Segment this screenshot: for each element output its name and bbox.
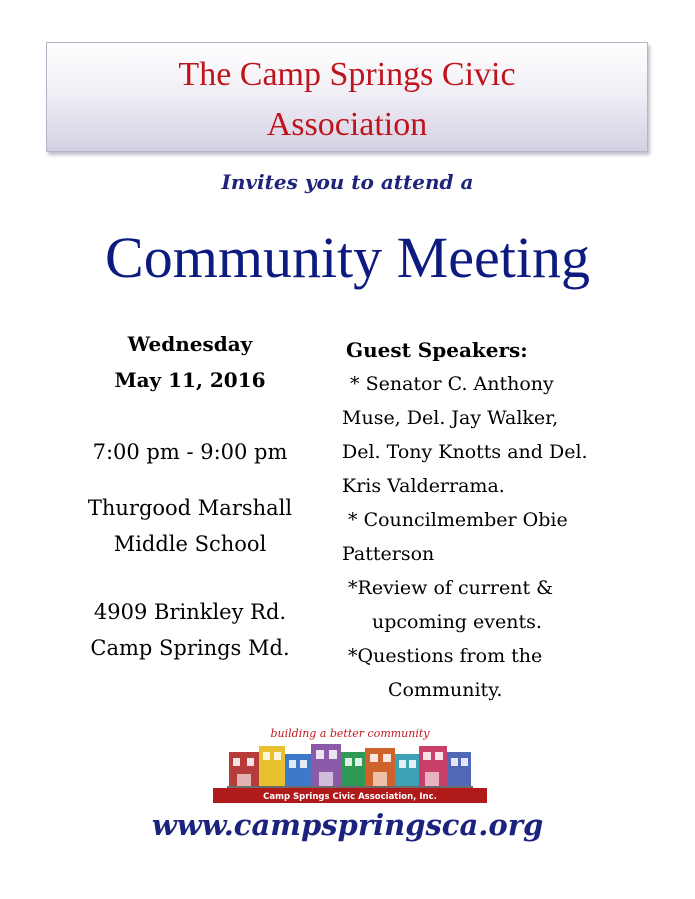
event-date: May 11, 2016: [114, 368, 266, 392]
speaker-line: Patterson: [342, 543, 435, 565]
logo-banner-text: Camp Springs Civic Association, Inc.: [263, 792, 437, 802]
address-line2: Camp Springs Md.: [90, 636, 290, 660]
guest-speakers: [342, 333, 642, 707]
logo-tagline: building a better community: [270, 727, 430, 740]
event-details: [60, 326, 320, 666]
spacer: [60, 562, 320, 594]
speaker-line: *Questions from the: [342, 645, 543, 667]
website-link[interactable]: www.campspringsca.org: [151, 808, 544, 842]
address-line1: 4909 Brinkley Rd.: [93, 600, 287, 624]
speaker-line: * Councilmember Obie: [342, 509, 568, 531]
association-logo: [211, 724, 489, 804]
venue-line2: Middle School: [113, 532, 267, 556]
invite-text: Invites you to attend a: [221, 170, 474, 194]
speaker-line: upcoming events.: [372, 611, 542, 633]
speaker-line: Kris Valderrama.: [342, 475, 505, 497]
event-time: 7:00 pm - 9:00 pm: [92, 440, 288, 464]
speakers-heading: Guest Speakers:: [346, 338, 528, 362]
speaker-line: *Review of current &: [342, 577, 554, 599]
venue-line1: Thurgood Marshall: [87, 496, 293, 520]
speaker-line: * Senator C. Anthony: [344, 373, 554, 395]
meeting-title: Community Meeting: [105, 225, 590, 290]
header-title-line1: The Camp Springs Civic: [178, 56, 516, 93]
spacer: [60, 470, 320, 490]
speaker-line: Del. Tony Knotts and Del.: [342, 441, 588, 463]
event-day: Wednesday: [127, 332, 253, 356]
header-title-line2: Association: [266, 106, 428, 143]
speaker-line: Muse, Del. Jay Walker,: [342, 407, 559, 429]
spacer: [60, 398, 320, 434]
header-box: [46, 42, 648, 152]
speaker-line: Community.: [388, 679, 503, 701]
storefront-illustration: [227, 744, 473, 789]
